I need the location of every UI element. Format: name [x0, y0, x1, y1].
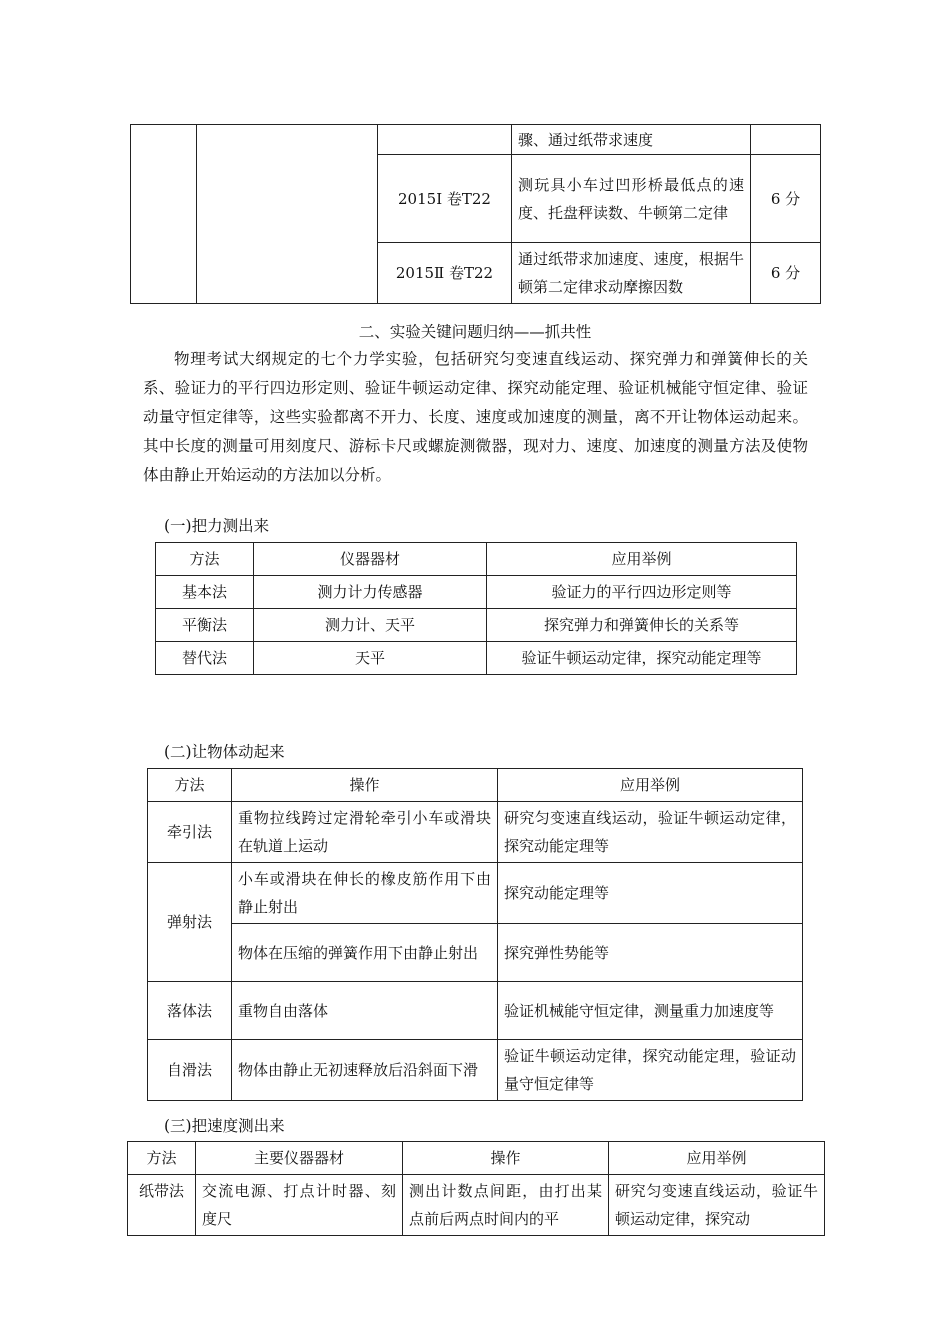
table-cell: 验证机械能守恒定律，测量重力加速度等: [498, 982, 803, 1040]
table-cell: 探究弹性势能等: [498, 924, 803, 982]
table-cell: 重物拉线跨过定滑轮牵引小车或滑块在轨道上运动: [232, 802, 498, 863]
table-cell: 弹射法: [148, 863, 232, 982]
exam-table-cell: 通过纸带求加速度、速度，根据牛顿第二定律求动摩擦因数: [512, 243, 751, 304]
velocity-table: [127, 1141, 825, 1236]
motion-table: [147, 768, 803, 1101]
table-cell: 替代法: [156, 642, 254, 675]
table-cell: 物体由静止无初速释放后沿斜面下滑: [232, 1040, 498, 1101]
table-header: 方法: [148, 769, 232, 802]
table-cell: 纸带法: [128, 1175, 196, 1236]
velocity-section-title: (三)把速度测出来: [164, 1117, 285, 1135]
force-table: [155, 542, 797, 675]
table-cell: 平衡法: [156, 609, 254, 642]
table-cell: 验证力的平行四边形定则等: [487, 576, 797, 609]
exam-table-cell: 2015Ⅱ 卷T22: [378, 243, 512, 304]
table-cell: 研究匀变速直线运动，验证牛顿运动定律，探究动: [609, 1175, 825, 1236]
exam-table-blank-4: [751, 125, 821, 155]
table-header: 主要仪器器材: [196, 1142, 403, 1175]
exam-table-cell: 6 分: [751, 155, 821, 243]
exam-table-blank-1: [131, 125, 197, 304]
exam-table-blank-3: [378, 125, 512, 155]
table-header: 操作: [232, 769, 498, 802]
table-cell: 天平: [254, 642, 487, 675]
table-header: 应用举例: [487, 543, 797, 576]
table-cell: 基本法: [156, 576, 254, 609]
table-cell: 探究弹力和弹簧伸长的关系等: [487, 609, 797, 642]
table-header: 方法: [128, 1142, 196, 1175]
table-cell: 落体法: [148, 982, 232, 1040]
section-title: 二、实验关键问题归纳——抓共性: [358, 323, 592, 341]
table-cell: 小车或滑块在伸长的橡皮筋作用下由静止射出: [232, 863, 498, 924]
exam-table-cell: 2015Ⅰ 卷T22: [378, 155, 512, 243]
exam-table-cell: 6 分: [751, 243, 821, 304]
intro-paragraph: 物理考试大纲规定的七个力学实验，包括研究匀变速直线运动、探究弹力和弹簧伸长的关系、验证力的平行四边形定则、验证牛顿运动定律、探究动能定理、验证机械能守恒定律、验证动量守恒定律等，这些实验都离不开力、长度、速度或加速度的测量，离不开让物体运动起来。其中长度的测量可用刻度尺、游标卡尺或螺旋测微器，现对力、速度、加速度的测量方法及使物体由静止开始运动的方法加以分析。: [143, 350, 808, 484]
table-header: 应用举例: [498, 769, 803, 802]
table-cell: 测出计数点间距，由打出某点前后两点时间内的平: [403, 1175, 609, 1236]
table-cell: 验证牛顿运动定律，探究动能定理，验证动量守恒定律等: [498, 1040, 803, 1101]
exam-table: [130, 124, 821, 304]
table-cell: 测力计、天平: [254, 609, 487, 642]
force-section-title: (一)把力测出来: [164, 517, 270, 535]
table-cell: 测力计力传感器: [254, 576, 487, 609]
exam-table-cell: 测玩具小车过凹形桥最低点的速度、托盘秤读数、牛顿第二定律: [512, 155, 751, 243]
table-header: 方法: [156, 543, 254, 576]
motion-section-title: (二)让物体动起来: [164, 743, 285, 761]
table-cell: 研究匀变速直线运动，验证牛顿运动定律，探究动能定理等: [498, 802, 803, 863]
table-cell: 验证牛顿运动定律，探究动能定理等: [487, 642, 797, 675]
table-cell: 牵引法: [148, 802, 232, 863]
table-header: 应用举例: [609, 1142, 825, 1175]
exam-table-blank-2: [197, 125, 378, 304]
table-cell: 交流电源、打点计时器、刻度尺: [196, 1175, 403, 1236]
table-cell: 探究动能定理等: [498, 863, 803, 924]
table-cell: 重物自由落体: [232, 982, 498, 1040]
exam-table-cell: 骤、通过纸带求速度: [512, 125, 751, 155]
table-header: 仪器器材: [254, 543, 487, 576]
table-cell: 物体在压缩的弹簧作用下由静止射出: [232, 924, 498, 982]
table-cell: 自滑法: [148, 1040, 232, 1101]
table-header: 操作: [403, 1142, 609, 1175]
